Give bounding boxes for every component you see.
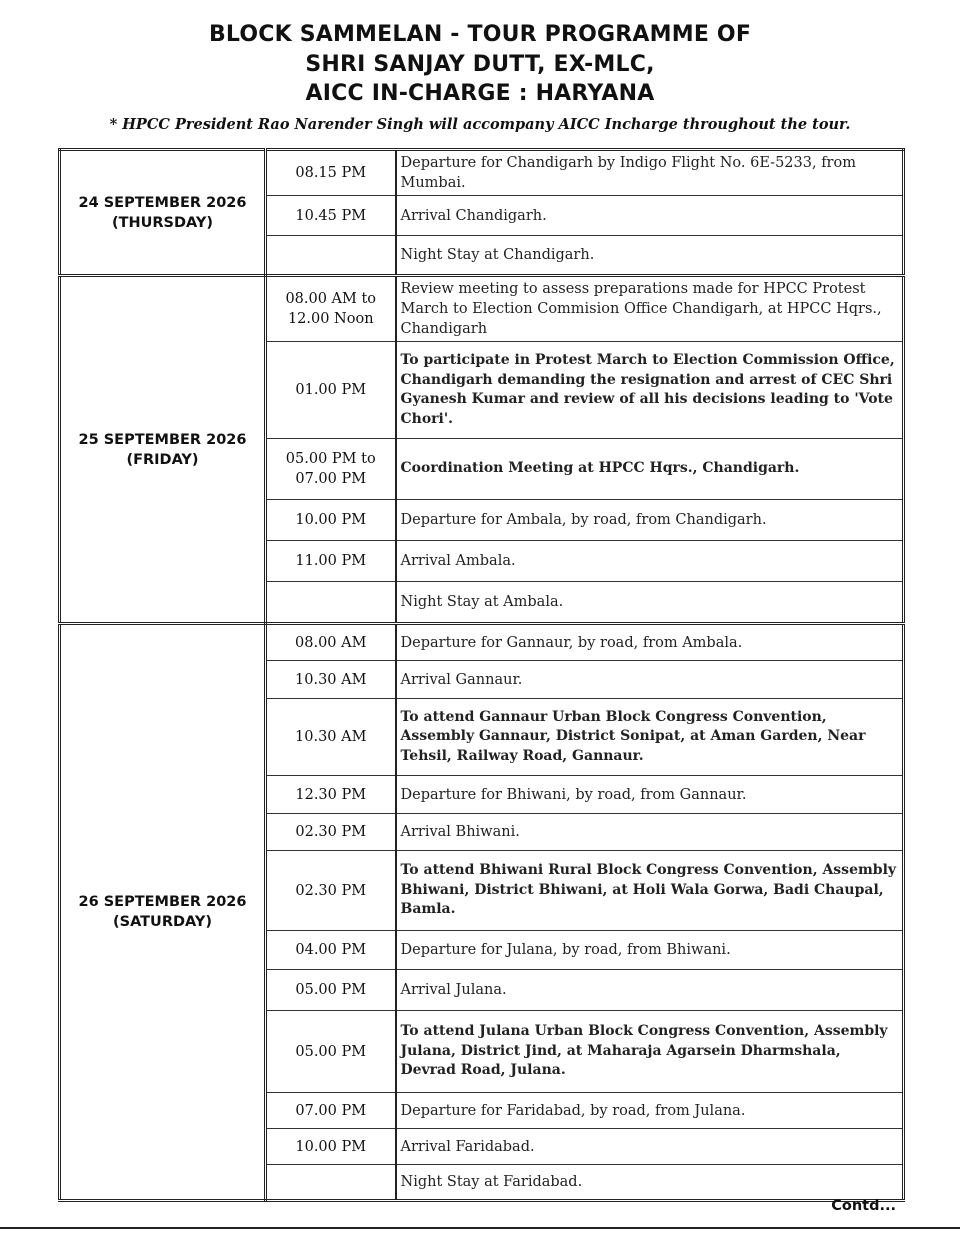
time-cell: 10.45 PM — [266, 196, 396, 236]
description-cell: To participate in Protest March to Election Commission Office, Chandigarh demanding the resignation and arrest of CEC Shri Gyanesh Kumar and review of all his decisions leading to 'Vote Chori'. — [396, 342, 904, 439]
time-cell: 05.00 PM — [266, 970, 396, 1011]
description-cell: Arrival Bhiwani. — [396, 814, 904, 851]
description-cell: Arrival Chandigarh. — [396, 196, 904, 236]
description-cell: Coordination Meeting at HPCC Hqrs., Chandigarh. — [396, 439, 904, 500]
accompany-note: * HPCC President Rao Narender Singh will accompany AICC Incharge throughout the tour. — [109, 116, 851, 133]
time-cell: 01.00 PM — [266, 342, 396, 439]
time-cell: 10.30 AM — [266, 661, 396, 699]
description-cell: Night Stay at Chandigarh. — [396, 236, 904, 276]
description-cell: Arrival Faridabad. — [396, 1129, 904, 1165]
day-date: 24 SEPTEMBER 2026 — [78, 194, 247, 211]
description-cell: Night Stay at Faridabad. — [396, 1165, 904, 1201]
day-weekday: (FRIDAY) — [126, 451, 199, 468]
description-cell: Review meeting to assess preparations made for HPCC Protest March to Election Commision Office Chandigarh, at HPCC Hqrs., Chandigarh — [396, 276, 904, 342]
schedule-table — [58, 148, 905, 1202]
time-cell: 07.00 PM — [266, 1093, 396, 1129]
day-cell — [60, 276, 266, 624]
time-cell: 08.15 PM — [266, 150, 396, 196]
description-cell: Arrival Ambala. — [396, 541, 904, 582]
time-cell — [266, 1165, 396, 1201]
time-cell — [266, 582, 396, 624]
continued-label: Contd... — [831, 1198, 896, 1214]
description-cell: To attend Bhiwani Rural Block Congress Convention, Assembly Bhiwani, District Bhiwani, at Holi Wala Gorwa, Badi Chaupal, Bamla. — [396, 851, 904, 931]
description-cell: Departure for Ambala, by road, from Chandigarh. — [396, 500, 904, 541]
description-cell: Departure for Faridabad, by road, from Julana. — [396, 1093, 904, 1129]
day-weekday: (SATURDAY) — [113, 914, 212, 930]
description-cell: Arrival Gannaur. — [396, 661, 904, 699]
time-cell: 02.30 PM — [266, 851, 396, 931]
description-cell: Arrival Julana. — [396, 970, 904, 1011]
description-cell: To attend Julana Urban Block Congress Convention, Assembly Julana, District Jind, at Maharaja Agarsein Dharmshala, Devrad Road, Julana. — [396, 1011, 904, 1093]
time-cell: 11.00 PM — [266, 541, 396, 582]
time-cell: 08.00 AM to 12.00 Noon — [266, 276, 396, 342]
time-cell: 10.00 PM — [266, 1129, 396, 1165]
time-cell: 10.30 AM — [266, 699, 396, 776]
time-cell: 05.00 PM — [266, 1011, 396, 1093]
time-cell: 10.00 PM — [266, 500, 396, 541]
description-cell: Departure for Julana, by road, from Bhiwani. — [396, 931, 904, 970]
day-cell — [60, 624, 266, 1201]
description-cell: Departure for Gannaur, by road, from Ambala. — [396, 624, 904, 661]
schedule-row — [60, 150, 904, 196]
title-line-3: AICC IN-CHARGE : HARYANA — [305, 81, 655, 106]
day-date: 26 SEPTEMBER 2026 — [78, 894, 247, 910]
time-cell: 02.30 PM — [266, 814, 396, 851]
title-line-1: BLOCK SAMMELAN - TOUR PROGRAMME OF — [208, 22, 752, 47]
time-cell: 08.00 AM — [266, 624, 396, 661]
description-cell: Departure for Bhiwani, by road, from Gannaur. — [396, 776, 904, 814]
footer-divider — [0, 1227, 960, 1229]
description-cell: Departure for Chandigarh by Indigo Flight No. 6E-5233, from Mumbai. — [396, 150, 904, 196]
day-cell — [60, 150, 266, 276]
description-cell: To attend Gannaur Urban Block Congress Convention, Assembly Gannaur, District Sonipat, at Aman Garden, Near Tehsil, Railway Road, Gannaur. — [396, 699, 904, 776]
schedule-row — [60, 624, 904, 661]
time-cell: 12.30 PM — [266, 776, 396, 814]
description-cell: Night Stay at Ambala. — [396, 582, 904, 624]
time-cell: 04.00 PM — [266, 931, 396, 970]
time-cell: 05.00 PM to 07.00 PM — [266, 439, 396, 500]
schedule-row — [60, 276, 904, 342]
day-date: 25 SEPTEMBER 2026 — [78, 431, 247, 448]
day-weekday: (THURSDAY) — [111, 214, 214, 231]
title-line-2: SHRI SANJAY DUTT, EX-MLC, — [305, 52, 655, 77]
time-cell — [266, 236, 396, 276]
